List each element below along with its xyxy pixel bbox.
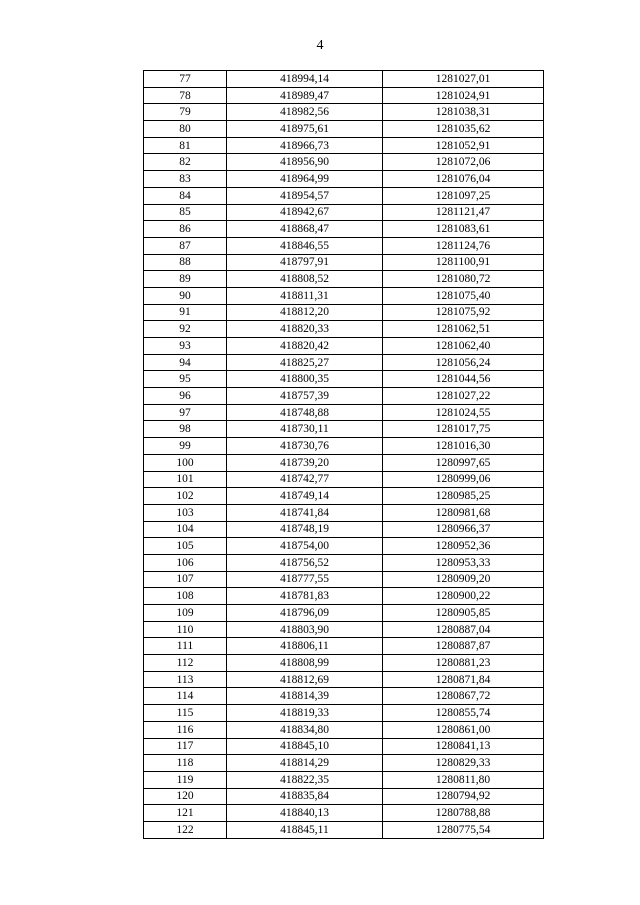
point-number-cell: 120 [144, 788, 227, 805]
point-number-cell: 117 [144, 738, 227, 755]
y-coordinate-cell: 1281052,91 [383, 137, 544, 154]
x-coordinate-cell: 418808,52 [227, 271, 383, 288]
x-coordinate-cell: 418845,10 [227, 738, 383, 755]
point-number-cell: 80 [144, 121, 227, 138]
x-coordinate-cell: 418942,67 [227, 204, 383, 221]
table-row [144, 104, 544, 121]
point-number-cell: 93 [144, 338, 227, 355]
y-coordinate-cell: 1280829,33 [383, 755, 544, 772]
x-coordinate-cell: 418741,84 [227, 504, 383, 521]
x-coordinate-cell: 418834,80 [227, 721, 383, 738]
table-row [144, 354, 544, 371]
x-coordinate-cell: 418819,33 [227, 705, 383, 722]
y-coordinate-cell: 1280999,06 [383, 471, 544, 488]
x-coordinate-cell: 418820,42 [227, 338, 383, 355]
y-coordinate-cell: 1280887,87 [383, 638, 544, 655]
y-coordinate-cell: 1281075,40 [383, 287, 544, 304]
y-coordinate-cell: 1281072,06 [383, 154, 544, 171]
y-coordinate-cell: 1280841,13 [383, 738, 544, 755]
x-coordinate-cell: 418739,20 [227, 454, 383, 471]
table-row [144, 187, 544, 204]
y-coordinate-cell: 1281016,30 [383, 438, 544, 455]
y-coordinate-cell: 1280985,25 [383, 488, 544, 505]
table-row [144, 404, 544, 421]
x-coordinate-cell: 418812,20 [227, 304, 383, 321]
point-number-cell: 101 [144, 471, 227, 488]
y-coordinate-cell: 1281121,47 [383, 204, 544, 221]
table-row [144, 771, 544, 788]
y-coordinate-cell: 1280788,88 [383, 805, 544, 822]
point-number-cell: 100 [144, 454, 227, 471]
point-number-cell: 81 [144, 137, 227, 154]
y-coordinate-cell: 1281017,75 [383, 421, 544, 438]
x-coordinate-cell: 418822,35 [227, 771, 383, 788]
x-coordinate-cell: 418975,61 [227, 121, 383, 138]
y-coordinate-cell: 1280966,37 [383, 521, 544, 538]
table-row [144, 121, 544, 138]
y-coordinate-cell: 1281038,31 [383, 104, 544, 121]
x-coordinate-cell: 418748,88 [227, 404, 383, 421]
point-number-cell: 111 [144, 638, 227, 655]
x-coordinate-cell: 418811,31 [227, 287, 383, 304]
point-number-cell: 122 [144, 821, 227, 838]
coordinates-table [143, 70, 544, 839]
point-number-cell: 78 [144, 87, 227, 104]
table-row [144, 571, 544, 588]
x-coordinate-cell: 418982,56 [227, 104, 383, 121]
table-row [144, 721, 544, 738]
table-row [144, 538, 544, 555]
x-coordinate-cell: 418730,76 [227, 438, 383, 455]
table-row [144, 671, 544, 688]
table-row [144, 87, 544, 104]
y-coordinate-cell: 1280905,85 [383, 605, 544, 622]
point-number-cell: 89 [144, 271, 227, 288]
point-number-cell: 105 [144, 538, 227, 555]
y-coordinate-cell: 1280794,92 [383, 788, 544, 805]
table-row [144, 588, 544, 605]
table-row [144, 454, 544, 471]
point-number-cell: 99 [144, 438, 227, 455]
y-coordinate-cell: 1280887,04 [383, 621, 544, 638]
x-coordinate-cell: 418748,19 [227, 521, 383, 538]
point-number-cell: 96 [144, 388, 227, 405]
point-number-cell: 114 [144, 688, 227, 705]
x-coordinate-cell: 418956,90 [227, 154, 383, 171]
coordinates-table-body [144, 71, 544, 839]
table-row [144, 304, 544, 321]
page-number: 4 [316, 38, 324, 53]
table-row [144, 221, 544, 238]
y-coordinate-cell: 1281100,91 [383, 254, 544, 271]
y-coordinate-cell: 1280900,22 [383, 588, 544, 605]
x-coordinate-cell: 418797,91 [227, 254, 383, 271]
table-row [144, 621, 544, 638]
x-coordinate-cell: 418781,83 [227, 588, 383, 605]
point-number-cell: 88 [144, 254, 227, 271]
table-row [144, 655, 544, 672]
table-row [144, 287, 544, 304]
y-coordinate-cell: 1281035,62 [383, 121, 544, 138]
y-coordinate-cell: 1280997,65 [383, 454, 544, 471]
y-coordinate-cell: 1281080,72 [383, 271, 544, 288]
x-coordinate-cell: 418954,57 [227, 187, 383, 204]
point-number-cell: 115 [144, 705, 227, 722]
y-coordinate-cell: 1280871,84 [383, 671, 544, 688]
point-number-cell: 110 [144, 621, 227, 638]
x-coordinate-cell: 418835,84 [227, 788, 383, 805]
table-row [144, 171, 544, 188]
point-number-cell: 98 [144, 421, 227, 438]
point-number-cell: 113 [144, 671, 227, 688]
x-coordinate-cell: 418966,73 [227, 137, 383, 154]
table-row [144, 821, 544, 838]
y-coordinate-cell: 1281056,24 [383, 354, 544, 371]
point-number-cell: 90 [144, 287, 227, 304]
table-row [144, 688, 544, 705]
table-row [144, 521, 544, 538]
point-number-cell: 109 [144, 605, 227, 622]
point-number-cell: 92 [144, 321, 227, 338]
y-coordinate-cell: 1281075,92 [383, 304, 544, 321]
table-row [144, 321, 544, 338]
y-coordinate-cell: 1280775,54 [383, 821, 544, 838]
table-row [144, 254, 544, 271]
table-row [144, 71, 544, 88]
table-row [144, 705, 544, 722]
x-coordinate-cell: 418777,55 [227, 571, 383, 588]
x-coordinate-cell: 418814,29 [227, 755, 383, 772]
x-coordinate-cell: 418800,35 [227, 371, 383, 388]
y-coordinate-cell: 1280867,72 [383, 688, 544, 705]
y-coordinate-cell: 1280861,00 [383, 721, 544, 738]
table-row [144, 738, 544, 755]
table-row [144, 805, 544, 822]
y-coordinate-cell: 1280981,68 [383, 504, 544, 521]
table-row [144, 488, 544, 505]
y-coordinate-cell: 1281083,61 [383, 221, 544, 238]
y-coordinate-cell: 1281024,91 [383, 87, 544, 104]
y-coordinate-cell: 1281097,25 [383, 187, 544, 204]
x-coordinate-cell: 418868,47 [227, 221, 383, 238]
point-number-cell: 85 [144, 204, 227, 221]
point-number-cell: 84 [144, 187, 227, 204]
table-row [144, 338, 544, 355]
point-number-cell: 87 [144, 237, 227, 254]
y-coordinate-cell: 1280953,33 [383, 554, 544, 571]
x-coordinate-cell: 418754,00 [227, 538, 383, 555]
x-coordinate-cell: 418749,14 [227, 488, 383, 505]
point-number-cell: 112 [144, 655, 227, 672]
point-number-cell: 108 [144, 588, 227, 605]
y-coordinate-cell: 1281124,76 [383, 237, 544, 254]
x-coordinate-cell: 418825,27 [227, 354, 383, 371]
table-row [144, 154, 544, 171]
point-number-cell: 82 [144, 154, 227, 171]
x-coordinate-cell: 418989,47 [227, 87, 383, 104]
x-coordinate-cell: 418814,39 [227, 688, 383, 705]
x-coordinate-cell: 418756,52 [227, 554, 383, 571]
table-row [144, 788, 544, 805]
y-coordinate-cell: 1280855,74 [383, 705, 544, 722]
table-row [144, 471, 544, 488]
y-coordinate-cell: 1281024,55 [383, 404, 544, 421]
x-coordinate-cell: 418964,99 [227, 171, 383, 188]
point-number-cell: 95 [144, 371, 227, 388]
table-row [144, 388, 544, 405]
y-coordinate-cell: 1280811,80 [383, 771, 544, 788]
table-row [144, 371, 544, 388]
y-coordinate-cell: 1281076,04 [383, 171, 544, 188]
table-row [144, 605, 544, 622]
x-coordinate-cell: 418757,39 [227, 388, 383, 405]
point-number-cell: 91 [144, 304, 227, 321]
table-row [144, 755, 544, 772]
point-number-cell: 79 [144, 104, 227, 121]
y-coordinate-cell: 1280881,23 [383, 655, 544, 672]
point-number-cell: 94 [144, 354, 227, 371]
y-coordinate-cell: 1280952,36 [383, 538, 544, 555]
x-coordinate-cell: 418796,09 [227, 605, 383, 622]
y-coordinate-cell: 1281044,56 [383, 371, 544, 388]
point-number-cell: 106 [144, 554, 227, 571]
point-number-cell: 77 [144, 71, 227, 88]
point-number-cell: 86 [144, 221, 227, 238]
x-coordinate-cell: 418994,14 [227, 71, 383, 88]
x-coordinate-cell: 418742,77 [227, 471, 383, 488]
y-coordinate-cell: 1281027,22 [383, 388, 544, 405]
point-number-cell: 116 [144, 721, 227, 738]
y-coordinate-cell: 1281062,51 [383, 321, 544, 338]
x-coordinate-cell: 418808,99 [227, 655, 383, 672]
point-number-cell: 119 [144, 771, 227, 788]
x-coordinate-cell: 418812,69 [227, 671, 383, 688]
x-coordinate-cell: 418846,55 [227, 237, 383, 254]
table-row [144, 421, 544, 438]
point-number-cell: 121 [144, 805, 227, 822]
point-number-cell: 118 [144, 755, 227, 772]
table-row [144, 204, 544, 221]
point-number-cell: 102 [144, 488, 227, 505]
x-coordinate-cell: 418806,11 [227, 638, 383, 655]
table-row [144, 554, 544, 571]
x-coordinate-cell: 418803,90 [227, 621, 383, 638]
point-number-cell: 83 [144, 171, 227, 188]
point-number-cell: 103 [144, 504, 227, 521]
y-coordinate-cell: 1280909,20 [383, 571, 544, 588]
table-row [144, 271, 544, 288]
x-coordinate-cell: 418840,13 [227, 805, 383, 822]
x-coordinate-cell: 418730,11 [227, 421, 383, 438]
y-coordinate-cell: 1281062,40 [383, 338, 544, 355]
point-number-cell: 104 [144, 521, 227, 538]
table-row [144, 504, 544, 521]
point-number-cell: 107 [144, 571, 227, 588]
y-coordinate-cell: 1281027,01 [383, 71, 544, 88]
table-row [144, 237, 544, 254]
table-row [144, 438, 544, 455]
table-row [144, 137, 544, 154]
x-coordinate-cell: 418845,11 [227, 821, 383, 838]
point-number-cell: 97 [144, 404, 227, 421]
table-row [144, 638, 544, 655]
x-coordinate-cell: 418820,33 [227, 321, 383, 338]
